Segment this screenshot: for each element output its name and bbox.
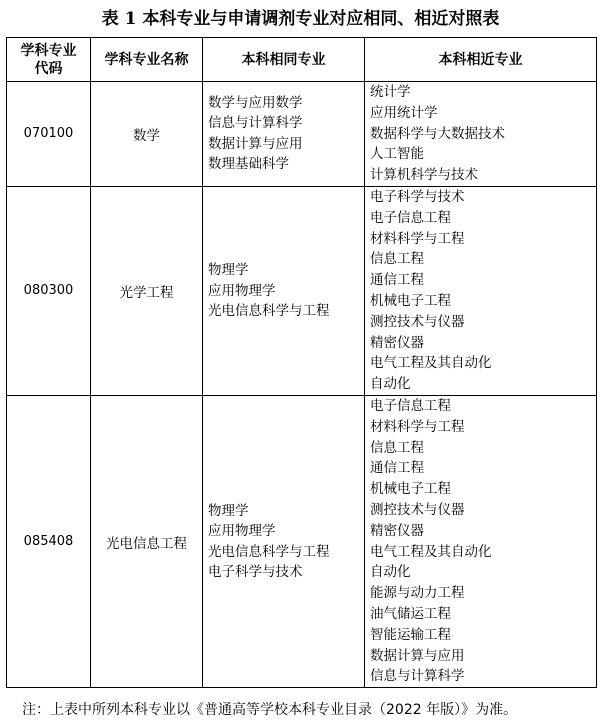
header-name: 学科专业名称: [91, 38, 203, 82]
header-near: 本科相近专业: [365, 38, 597, 82]
near-item: 电子信息工程: [370, 209, 451, 226]
near-item: 电子信息工程: [370, 397, 451, 414]
major-comparison-table: [6, 37, 597, 688]
near-item: 测控技术与仪器: [370, 313, 465, 330]
same-item: 应用物理学: [208, 282, 276, 299]
table-title: 表 1 本科专业与申请调剂专业对应相同、相近对照表: [101, 9, 500, 29]
near-item: 电气工程及其自动化: [370, 355, 492, 372]
near-item: 机械电子工程: [370, 292, 451, 309]
near-item: 电气工程及其自动化: [370, 543, 492, 560]
table-row: [7, 395, 597, 687]
same-item: 应用物理学: [208, 523, 276, 540]
near-item: 自动化: [370, 564, 411, 581]
near-item: 统计学: [370, 84, 411, 100]
near-item: 精密仪器: [370, 522, 424, 539]
near-item: 人工智能: [370, 146, 424, 163]
near-item: 精密仪器: [370, 334, 424, 351]
same-item: 光电信息科学与工程: [208, 543, 330, 560]
near-item: 通信工程: [370, 272, 424, 289]
near-item: 信息工程: [370, 251, 424, 268]
row-same-list: [203, 82, 365, 187]
near-item: 信息与计算科学: [370, 668, 465, 685]
near-item: 应用统计学: [370, 104, 438, 121]
row-code: 080300: [7, 186, 91, 395]
table-header-row: [7, 38, 597, 82]
near-item: 测控技术与仪器: [370, 501, 465, 518]
footnote: 注：上表中所列本科专业以《普通高等学校本科专业目录（2022 年版）》为准。: [22, 702, 518, 718]
same-item: 信息与计算科学: [208, 115, 303, 132]
row-near-list: [365, 186, 597, 395]
row-code: 070100: [7, 82, 91, 187]
near-item: 油气储运工程: [370, 605, 451, 622]
near-item: 数据计算与应用: [370, 647, 465, 664]
row-near-list: [365, 82, 597, 187]
near-item: 材料科学与工程: [370, 418, 465, 435]
same-item: 数理基础科学: [208, 156, 289, 173]
row-near-list: [365, 395, 597, 687]
header-same: 本科相同专业: [203, 38, 365, 82]
near-item: 机械电子工程: [370, 481, 451, 498]
same-item: 物理学: [208, 502, 249, 519]
same-item: 数据计算与应用: [208, 135, 303, 152]
near-item: 自动化: [370, 376, 411, 393]
row-same-list: [203, 395, 365, 687]
table-row: [7, 186, 597, 395]
near-item: 通信工程: [370, 460, 424, 477]
near-item: 数据科学与大数据技术: [370, 125, 505, 142]
near-item: 信息工程: [370, 439, 424, 456]
same-item: 光电信息科学与工程: [208, 303, 330, 320]
near-item: 智能运输工程: [370, 626, 451, 643]
same-item: 电子科学与技术: [208, 564, 303, 581]
near-item: 材料科学与工程: [370, 230, 465, 247]
table-row: [7, 82, 597, 187]
same-item: 数学与应用数学: [208, 94, 303, 111]
row-name: 光电信息工程: [91, 395, 203, 687]
near-item: 电子科学与技术: [370, 188, 465, 205]
near-item: 能源与动力工程: [370, 585, 465, 602]
same-item: 物理学: [208, 262, 249, 279]
row-same-list: [203, 186, 365, 395]
near-item: 计算机科学与技术: [370, 167, 478, 184]
header-code: 学科专业代码: [7, 38, 91, 82]
row-name: 数学: [91, 82, 203, 187]
row-name: 光学工程: [91, 186, 203, 395]
row-code: 085408: [7, 395, 91, 687]
